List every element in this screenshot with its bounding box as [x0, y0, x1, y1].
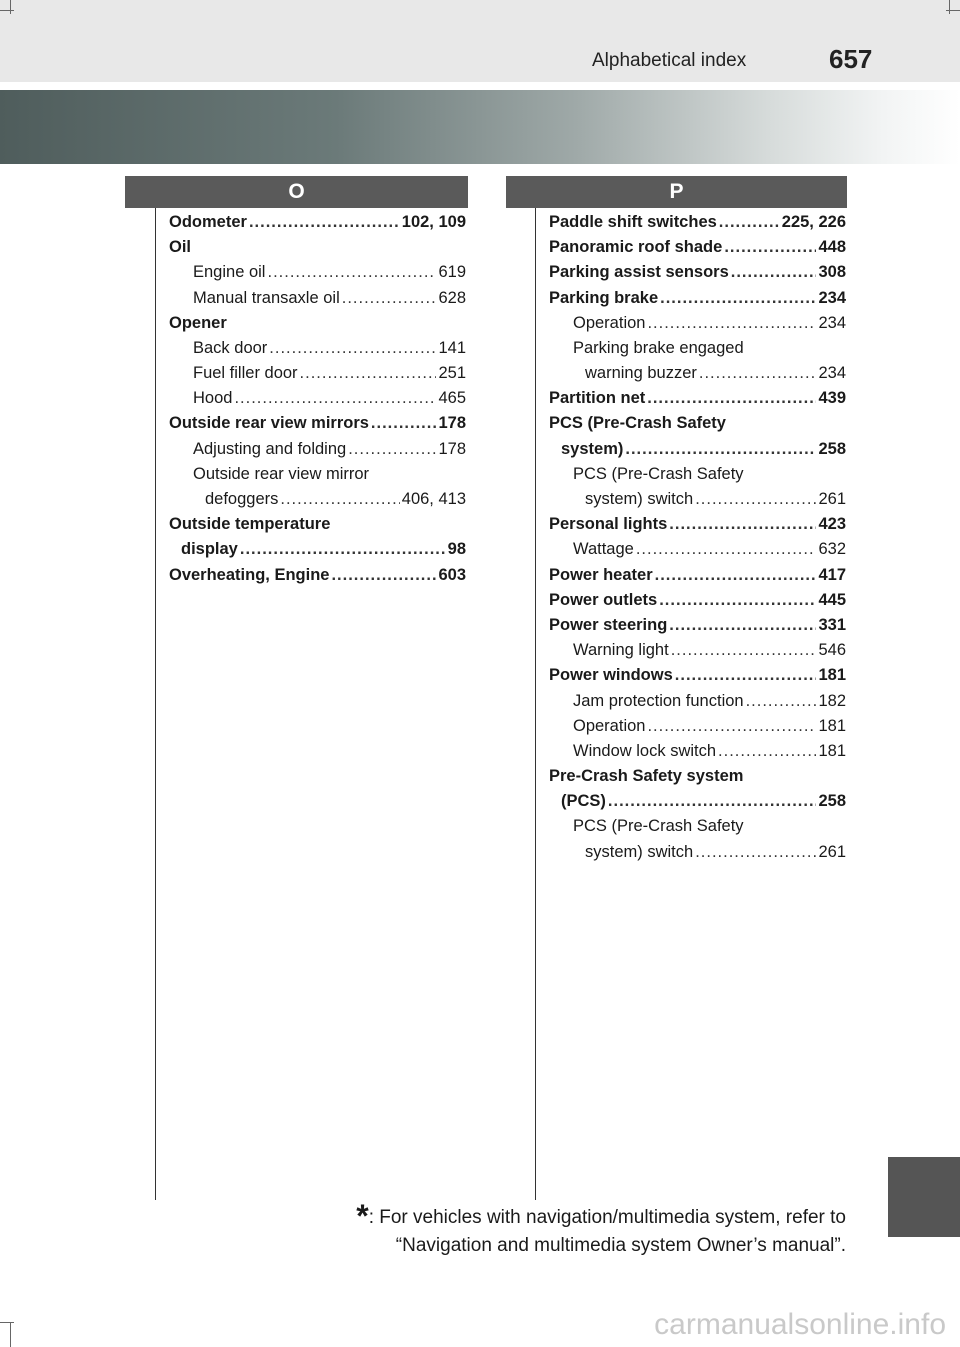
index-entry-text: Wattage: [573, 540, 634, 559]
index-entry-text: Operation: [573, 716, 646, 735]
index-entry: [169, 361, 466, 386]
index-entry-text: Power windows: [549, 666, 673, 685]
dot-leader: [625, 437, 816, 462]
index-entry: [549, 840, 846, 865]
index-entry-page: 98: [447, 540, 466, 559]
index-entry-text: defoggers: [205, 490, 279, 509]
index-entry: [549, 714, 846, 739]
index-entry-text: Pre-Crash Safety system: [549, 767, 744, 786]
index-entry-text: Partition net: [549, 389, 646, 408]
index-entry-page: 439: [818, 389, 846, 408]
index-entry-page: 234: [818, 313, 846, 332]
index-entry-page: 406, 413: [401, 490, 466, 509]
dot-leader: [695, 840, 816, 865]
index-entry: [549, 412, 846, 437]
index-entry-page: 448: [818, 238, 846, 257]
index-entry-text: Adjusting and folding: [193, 439, 347, 458]
chapter-tab: [888, 1157, 960, 1237]
dot-leader: [267, 260, 436, 285]
dot-leader: [731, 260, 817, 285]
top-header-bar: [0, 0, 960, 82]
index-entry-page: 619: [438, 263, 466, 282]
index-entry-text: Outside rear view mirrors: [169, 414, 369, 433]
index-entry-text: Panoramic roof shade: [549, 238, 723, 257]
index-entry-page: 632: [818, 540, 846, 559]
index-entry-page: 181: [818, 716, 846, 735]
index-entry-text: Back door: [193, 338, 268, 357]
dot-leader: [300, 361, 437, 386]
index-entry-text: Warning light: [573, 641, 669, 660]
index-entry: [549, 487, 846, 512]
index-entry-text: Outside rear view mirror: [193, 464, 370, 483]
index-entry: [549, 286, 846, 311]
index-entry-page: 102, 109: [401, 212, 466, 231]
index-entry-text: Fuel filler door: [193, 364, 298, 383]
index-entry-page: 308: [818, 263, 846, 282]
index-column-o: [169, 210, 466, 588]
dot-leader: [675, 663, 817, 688]
dot-leader: [249, 210, 400, 235]
letter-header-p: P: [506, 176, 847, 208]
index-entry-page: 141: [438, 338, 466, 357]
index-entry: [549, 613, 846, 638]
index-entry-text: Parking assist sensors: [549, 263, 729, 282]
index-entry-page: 258: [818, 792, 846, 811]
index-entry: [549, 789, 846, 814]
index-entry-page: 258: [818, 439, 846, 458]
dot-leader: [342, 286, 437, 311]
dot-leader: [671, 638, 817, 663]
index-entry-page: 603: [438, 565, 466, 584]
dot-leader: [669, 512, 816, 537]
index-entry: [549, 815, 846, 840]
dot-leader: [636, 537, 817, 562]
page-number: 657: [829, 44, 873, 74]
header-gradient-band: [0, 90, 960, 164]
dot-leader: [234, 386, 436, 411]
dot-leader: [746, 689, 817, 714]
dot-leader: [699, 361, 817, 386]
index-entry: [549, 739, 846, 764]
index-entry: [549, 336, 846, 361]
index-entry-text: Paddle shift switches: [549, 212, 717, 231]
dot-leader: [647, 714, 816, 739]
index-entry: [169, 260, 466, 285]
index-entry: [549, 437, 846, 462]
index-entry-text: Opener: [169, 313, 227, 332]
index-entry: [549, 235, 846, 260]
index-entry-text: Jam protection function: [573, 691, 744, 710]
index-entry-page: 234: [818, 364, 846, 383]
index-entry-page: 225, 226: [781, 212, 846, 231]
index-entry-text: PCS (Pre-Crash Safety: [549, 414, 726, 433]
index-entry-page: 261: [818, 490, 846, 509]
index-entry-page: 178: [438, 414, 466, 433]
crop-mark: [10, 0, 11, 14]
dot-leader: [719, 210, 780, 235]
index-entry-text: Engine oil: [193, 263, 266, 282]
index-entry-text: (PCS): [561, 792, 606, 811]
index-entry: [169, 210, 466, 235]
dot-leader: [348, 437, 436, 462]
footnote-line-2: “Navigation and multimedia system Owner’s manual”.: [395, 1235, 846, 1256]
index-entry-text: PCS (Pre-Crash Safety: [573, 817, 744, 836]
index-entry: [169, 512, 466, 537]
footnote: [356, 1198, 846, 1260]
index-entry-page: 628: [438, 288, 466, 307]
dot-leader: [669, 613, 816, 638]
index-entry-text: system) switch: [585, 490, 694, 509]
index-entry: [549, 462, 846, 487]
index-entry-page: 546: [818, 641, 846, 660]
letter-header-o: O: [125, 176, 468, 208]
crop-mark: [10, 1322, 11, 1347]
index-entry: [549, 260, 846, 285]
index-entry: [549, 512, 846, 537]
index-entry: [169, 462, 466, 487]
index-entry-text: Odometer: [169, 212, 247, 231]
index-entry-page: 181: [818, 741, 846, 760]
index-entry: [169, 563, 466, 588]
index-entry-page: 234: [818, 288, 846, 307]
index-entry-text: Power heater: [549, 565, 653, 584]
index-entry-text: Parking brake: [549, 288, 659, 307]
footnote-line-1: : For vehicles with navigation/multimedia system, refer to: [368, 1207, 846, 1228]
index-entry-text: Parking brake engaged: [573, 338, 744, 357]
index-entry-text: Power outlets: [549, 590, 658, 609]
dot-leader: [695, 487, 816, 512]
dot-leader: [331, 563, 436, 588]
index-entry: [549, 663, 846, 688]
index-entry-page: 182: [818, 691, 846, 710]
index-entry: [169, 412, 466, 437]
index-entry-text: Manual transaxle oil: [193, 288, 340, 307]
index-entry: [549, 764, 846, 789]
dot-leader: [724, 235, 816, 260]
index-entry: [169, 311, 466, 336]
index-entry-text: Power steering: [549, 615, 668, 634]
index-entry-text: Overheating, Engine: [169, 565, 330, 584]
dot-leader: [655, 563, 817, 588]
index-entry-page: 261: [818, 842, 846, 861]
index-entry-page: 423: [818, 515, 846, 534]
index-entry: [549, 537, 846, 562]
index-entry: [169, 487, 466, 512]
index-entry: [549, 311, 846, 336]
index-entry-text: Window lock switch: [573, 741, 717, 760]
section-title: Alphabetical index: [592, 50, 747, 71]
dot-leader: [371, 411, 437, 436]
dot-leader: [240, 537, 446, 562]
index-entry-text: Personal lights: [549, 515, 668, 534]
index-entry: [549, 689, 846, 714]
index-entry: [169, 437, 466, 462]
crop-mark: [0, 1322, 14, 1323]
index-entry: [549, 638, 846, 663]
index-entry-text: Hood: [193, 389, 233, 408]
index-entry: [169, 537, 466, 562]
dot-leader: [280, 487, 399, 512]
index-entry: [169, 235, 466, 260]
index-entry-page: 417: [818, 565, 846, 584]
index-entry-page: 445: [818, 590, 846, 609]
footnote-star: *: [356, 1198, 369, 1234]
dot-leader: [647, 386, 816, 411]
index-entry-text: system): [561, 439, 624, 458]
index-entry: [549, 386, 846, 411]
index-entry-page: 465: [438, 389, 466, 408]
dot-leader: [660, 286, 816, 311]
dot-leader: [269, 336, 436, 361]
index-entry-text: Operation: [573, 313, 646, 332]
index-entry-page: 178: [438, 439, 466, 458]
index-entry-text: Oil: [169, 238, 192, 257]
column-divider-middle: [535, 208, 536, 1200]
index-entry: [169, 386, 466, 411]
index-entry-text: PCS (Pre-Crash Safety: [573, 464, 744, 483]
index-entry-text: Outside temperature: [169, 515, 331, 534]
index-entry: [549, 563, 846, 588]
index-entry-page: 331: [818, 615, 846, 634]
index-entry: [549, 361, 846, 386]
crop-mark: [949, 0, 950, 14]
index-column-p: [549, 210, 846, 865]
index-entry: [549, 588, 846, 613]
column-divider-left: [155, 208, 156, 1200]
dot-leader: [608, 789, 817, 814]
dot-leader: [718, 739, 816, 764]
index-entry: [549, 210, 846, 235]
crop-mark: [0, 10, 14, 11]
index-entry: [169, 336, 466, 361]
index-entry-page: 181: [818, 666, 846, 685]
index-entry-text: system) switch: [585, 842, 694, 861]
index-entry-text: display: [181, 540, 238, 559]
watermark: carmanualsonline.info: [654, 1308, 946, 1341]
dot-leader: [647, 311, 816, 336]
index-entry: [169, 286, 466, 311]
dot-leader: [659, 588, 816, 613]
index-entry-text: warning buzzer: [585, 364, 697, 383]
index-entry-page: 251: [438, 364, 466, 383]
